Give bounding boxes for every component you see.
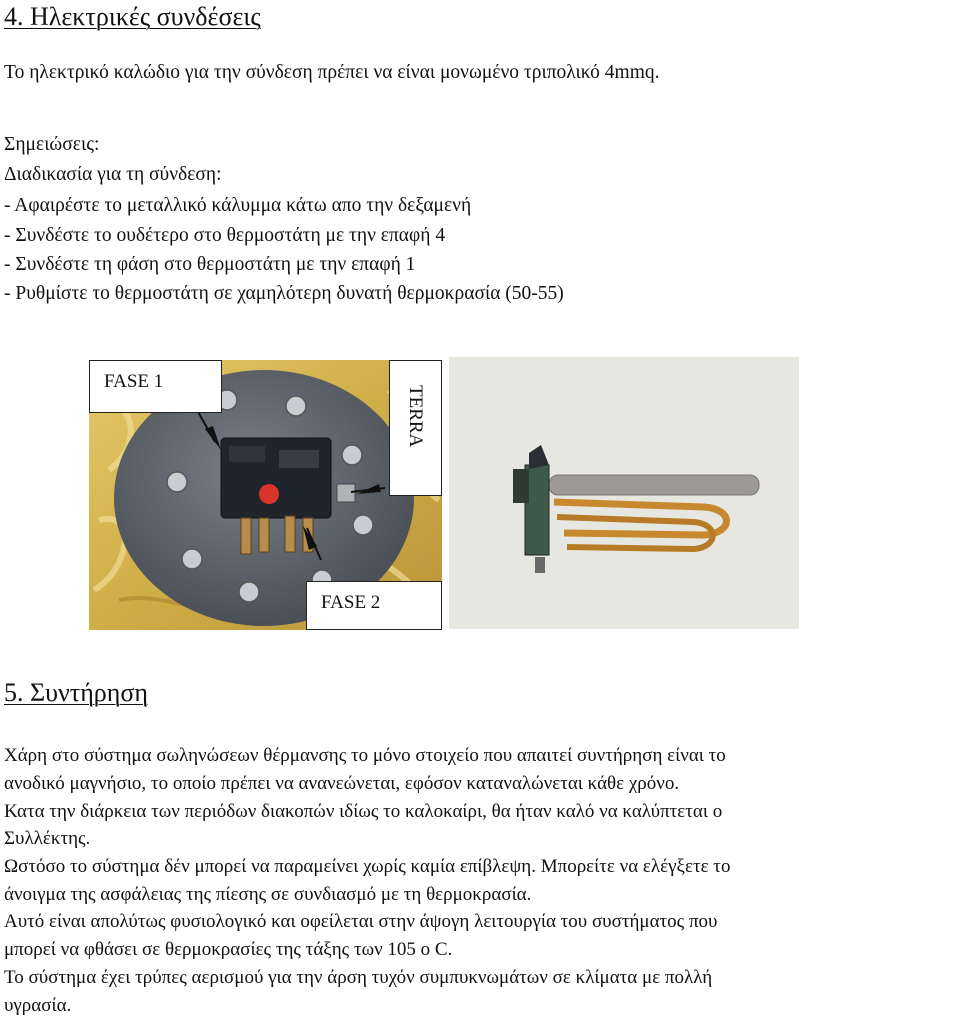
section-4-title: 4. Ηλεκτρικές συνδέσεις <box>4 2 261 31</box>
body-line: Συλλέκτης. <box>4 828 91 849</box>
body-line: Ωστόσο το σύστημα δέν μπορεί να παραμείνει χωρίς καμία επίβλεψη. Μπορείτε να ελέγξετε το <box>4 856 731 877</box>
body-line: Το σύστημα έχει τρύπες αερισμού για την άρση τυχόν συμπυκνωμάτων σε κλίματα με πολλή <box>4 967 713 988</box>
terra-label: TERRA <box>389 360 442 496</box>
intro-text: Το ηλεκτρικό καλώδιο για την σύνδεση πρέπει να είναι μονωμένο τριπολικό 4mmq. <box>4 62 660 83</box>
step-item: - Συνδέστε το ουδέτερο στο θερμοστάτη με την επαφή 4 <box>4 225 446 246</box>
body-line: Κατα την διάρκεια των περιόδων διακοπών ιδίως το καλοκαίρι, θα ήταν καλό να καλύπτεται ο <box>4 801 723 822</box>
body-line: άνοιγμα της ασφάλειας της πίεσης σε συνδιασμό με τη θερμοκρασία. <box>4 884 532 905</box>
body-line: μπορεί να φθάσει σε θερμοκρασίες της τάξης των 105 ο C. <box>4 939 453 960</box>
step-item: - Ρυθμίστε το θερμοστάτη σε χαμηλότερη δυνατή θερμοκρασία (50-55) <box>4 283 564 304</box>
heating-element-photo <box>449 357 799 629</box>
body-line: Αυτό είναι απολύτως φυσιολογικό και οφείλεται στην άψογη λειτουργία του συστήματος που <box>4 911 718 932</box>
step-item: - Συνδέστε τη φάση στο θερμοστάτη με την επαφή 1 <box>4 254 416 275</box>
fase2-label: FASE 2 <box>306 581 442 630</box>
procedure-heading: Διαδικασία για τη σύνδεση: <box>4 164 222 185</box>
body-line: Χάρη στο σύστημα σωληνώσεων θέρμανσης το μόνο στοιχείο που απαιτεί συντήρηση είναι το <box>4 745 726 766</box>
notes-heading: Σημειώσεις: <box>4 134 100 155</box>
body-line: ανοδικό μαγνήσιο, το οποίο πρέπει να ανανεώνεται, εφόσον καταναλώνεται κάθε χρόνο. <box>4 773 680 794</box>
fase1-label: FASE 1 <box>89 360 222 413</box>
section-5-title: 5. Συντήρηση <box>4 678 148 707</box>
body-line: υγρασία. <box>4 995 72 1016</box>
step-item: - Αφαιρέστε το μεταλλικό κάλυμμα κάτω απο την δεξαμενή <box>4 195 472 216</box>
